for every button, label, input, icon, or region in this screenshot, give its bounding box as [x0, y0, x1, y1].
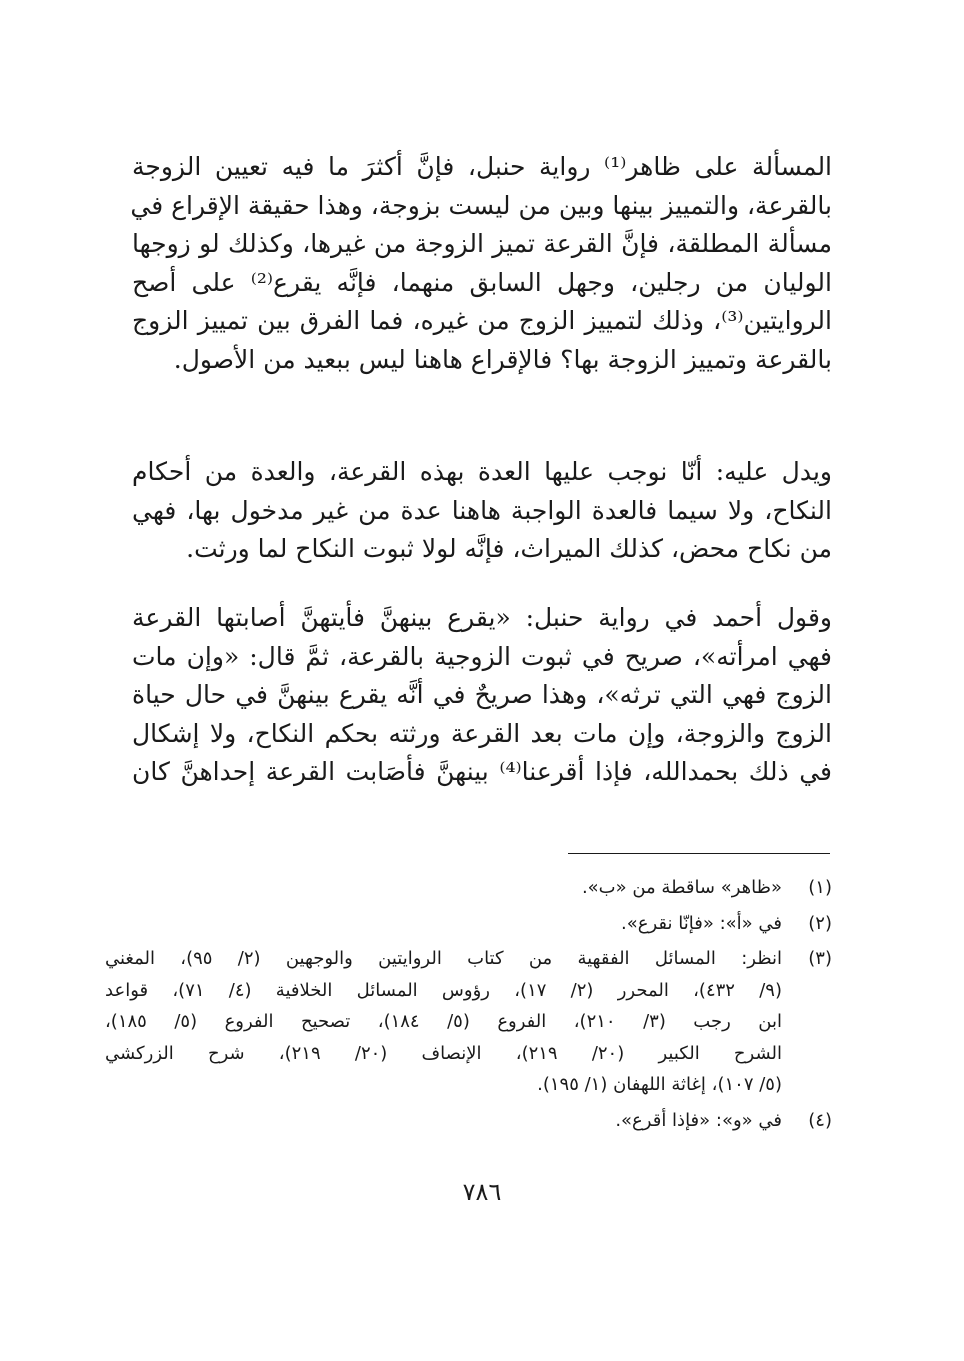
footnote-number: (١)	[808, 877, 832, 898]
footnote-number: (٣)	[808, 948, 832, 969]
footnote-3	[105, 943, 832, 1101]
paragraph-1	[132, 148, 832, 379]
text-line: بالقرعة، والتمييز بينها وبين من ليست بزوجة، وهذا حقيقة الإقراع في	[130, 190, 832, 220]
footnote-line: الشرح الكبير (٢٠/ ٢١٩)، الإنصاف (٢٠/ ٢١٩)، شرح الزركشي	[105, 1042, 782, 1064]
footnote-line: (٩/ ٤٣٢)، المحرر (٢/ ١٧)، رؤوس المسائل الخلافية (٤/ ٧١)، قواعد	[105, 979, 782, 1001]
text-line: النكاح، ولا سيما فالعدة الواجبة هاهنا عدة من غير مدخول بها، فهي	[132, 495, 832, 525]
footnote-line: ابن رجب (٣/ ٢١٠)، الفروع (٥/ ١٨٤)، تصحيح الفروع (٥/ ١٨٥)،	[105, 1011, 782, 1032]
footnote-number: (٤)	[808, 1109, 832, 1131]
text-line: الروايتين⁽³⁾، وذلك لتمييز الزوج من غيره، فما الفرق بين تمييز الزوج	[132, 306, 832, 335]
footnote-line: انظر: المسائل الفقهية من كتاب الروايتين والوجهين (٢/ ٩٥)، المغني	[105, 948, 782, 969]
text-line: المسألة على ظاهر⁽¹⁾ رواية حنبل، فإنَّ أكثرَ ما فيه تعيين الزوجة	[132, 152, 833, 181]
footnote-number: (٢)	[808, 912, 832, 934]
text-line: الزوج فهي التي ترثه»، وهذا صريحٌ في أنَّه يقرع بينهنَّ في حال حياة	[132, 680, 832, 709]
footnote-line: في «و»: «فإذا أقرع».	[615, 1109, 782, 1131]
text-line: في ذلك بحمدالله، فإذا أقرعنا⁽⁴⁾ بينهنَّ فأصَابت القرعة إحداهنَّ كان	[132, 757, 833, 786]
text-line: بالقرعة وتمييز الزوجة بها؟ فالإقراع هاهنا ليس ببعيد من الأصول.	[173, 344, 832, 374]
footnote-4	[105, 1105, 832, 1137]
text-line: وقول أحمد في رواية حنبل: «يقرع بينهنَّ فأيتهنَّ أصابتها القرعة	[132, 603, 832, 632]
footnotes	[105, 872, 832, 1140]
paragraph-3	[132, 599, 832, 792]
footnote-line: في «أ»: «فإنّا نقرع».	[621, 912, 782, 934]
page-number: ٧٨٦	[462, 1178, 502, 1206]
footnote-separator	[568, 853, 830, 854]
text-line: من نكاح محض، كذلك الميراث، فإنَّه لولا ثبوت النكاح لما ورثت.	[186, 534, 832, 563]
text-line: مسألة المطلقة، فإنَّ القرعة تميز الزوجة من غيرها، وكذلك لو زوجها	[132, 229, 832, 258]
footnote-2	[105, 908, 832, 940]
footnote-1	[105, 872, 832, 904]
paragraph-2	[132, 453, 832, 569]
footnote-line: (٥/ ١٠٧)، إغاثة اللهفان (١/ ١٩٥).	[537, 1074, 782, 1095]
footnote-line: «ظاهر» ساقطة من «ب».	[581, 877, 782, 898]
text-line: ويدل عليه: أنّا نوجب عليها العدة بهذه القرعة، والعدة من أحكام	[132, 457, 832, 486]
text-line: الزوج والزوجة، وإن مات بعد القرعة ورثته بحكم النكاح، ولا إشكال	[132, 718, 832, 748]
text-line: الوليان من رجلين، وجهل السابق منهما، فإنَّه يقرع⁽²⁾ على أصح	[132, 267, 832, 297]
text-line: فهي امرأته»، صريح في ثبوت الزوجية بالقرعة، ثمَّ قال: «وإن مات	[132, 641, 832, 671]
